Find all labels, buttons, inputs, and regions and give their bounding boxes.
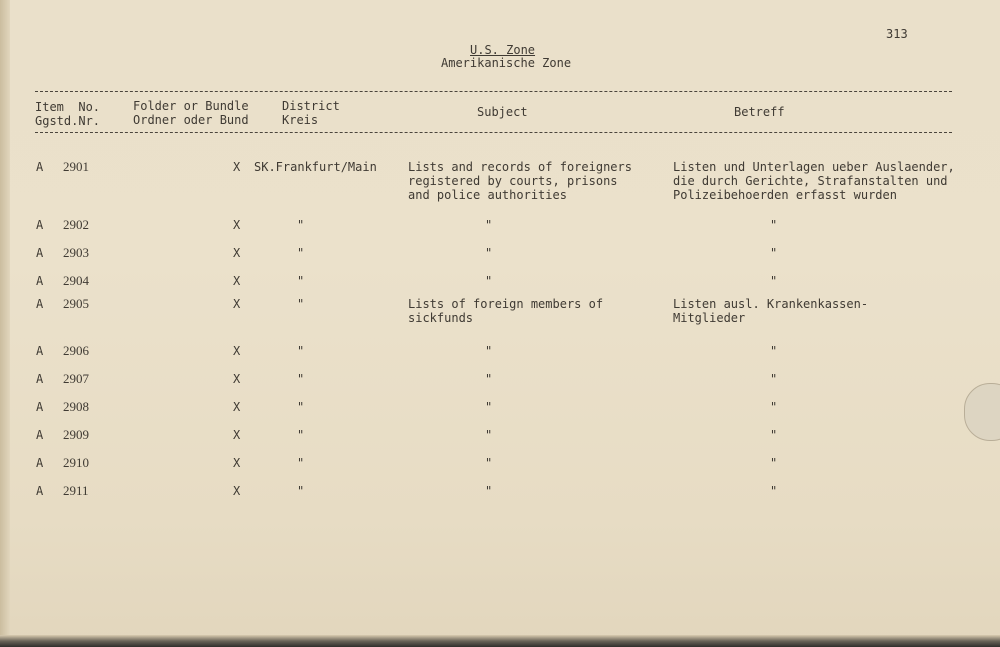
folder-mark: X (233, 274, 241, 288)
item-number: 2909 (63, 427, 89, 442)
folder-mark: X (233, 344, 241, 358)
betreff-cell: Listen und Unterlagen ueber Auslaender, die durch Gerichte, Strafanstalten und Polizeibehoerden erfasst wurden (673, 160, 955, 202)
betreff-cell: " (770, 456, 778, 470)
item-number: 2901 (63, 159, 89, 174)
header-bottom-rule (35, 132, 952, 133)
district-cell: " (297, 246, 305, 260)
header-subject: Subject (477, 105, 528, 119)
table-row (0, 400, 1000, 420)
folder-mark: X (233, 297, 241, 311)
item-letter: A (36, 344, 44, 358)
header-betreff: Betreff (734, 105, 785, 119)
subject-cell: " (485, 428, 493, 442)
item-letter: A (36, 484, 44, 498)
district-cell: " (297, 484, 305, 498)
district-cell: " (297, 400, 305, 414)
item-letter: A (36, 274, 44, 288)
binding-edge (0, 0, 10, 647)
header-item-no: Item No. Ggstd.Nr. (35, 100, 101, 128)
subject-cell: Lists of foreign members of sickfunds (408, 297, 604, 325)
table-row (0, 218, 1000, 238)
subject-cell: " (485, 218, 493, 232)
district-cell: " (297, 218, 305, 232)
item-letter: A (36, 456, 44, 470)
item-number: 2911 (63, 483, 89, 498)
header-folder: Folder or Bundle Ordner oder Bund (133, 99, 249, 127)
subject-cell: " (485, 456, 493, 470)
item-letter: A (36, 400, 44, 414)
item-letter: A (36, 297, 44, 311)
item-number: 2908 (63, 399, 89, 414)
district-cell: " (297, 372, 305, 386)
table-row (0, 159, 1000, 202)
district-cell: " (297, 456, 305, 470)
item-number: 2903 (63, 245, 89, 260)
page-number: 313 (886, 27, 908, 41)
item-number: 2904 (63, 273, 89, 288)
betreff-cell: " (770, 274, 778, 288)
district-cell: " (297, 297, 305, 311)
folder-mark: X (233, 428, 241, 442)
district-cell: " (297, 428, 305, 442)
table-row (0, 246, 1000, 266)
betreff-cell: " (770, 428, 778, 442)
header-top-rule (35, 91, 952, 92)
zone-subtitle: Amerikanische Zone (441, 56, 572, 70)
table-row (0, 296, 1000, 325)
betreff-cell: " (770, 218, 778, 232)
folder-mark: X (233, 160, 241, 174)
folder-mark: X (233, 484, 241, 498)
betreff-cell: Listen ausl. Krankenkassen- Mitglieder (673, 297, 869, 325)
subject-cell: " (485, 274, 493, 288)
header-district: District Kreis (282, 99, 340, 127)
item-letter: A (36, 246, 44, 260)
subject-cell: " (485, 400, 493, 414)
bottom-edge (0, 635, 1000, 647)
subject-cell: " (485, 246, 493, 260)
item-letter: A (36, 218, 44, 232)
item-number: 2905 (63, 296, 89, 311)
item-number: 2906 (63, 343, 89, 358)
betreff-cell: " (770, 246, 778, 260)
item-number: 2907 (63, 371, 89, 386)
table-row (0, 456, 1000, 476)
district-cell: " (297, 274, 305, 288)
zone-title: U.S. Zone (470, 43, 536, 57)
table-row (0, 372, 1000, 392)
folder-mark: X (233, 372, 241, 386)
table-row (0, 484, 1000, 504)
item-number: 2902 (63, 217, 89, 232)
folder-mark: X (233, 246, 241, 260)
table-row (0, 428, 1000, 448)
folder-mark: X (233, 456, 241, 470)
subject-cell: Lists and records of foreigners registered by courts, prisons and police authorities (408, 160, 632, 202)
subject-cell: " (485, 484, 493, 498)
item-letter: A (36, 160, 44, 174)
subject-cell: " (485, 372, 493, 386)
table-row (0, 274, 1000, 294)
district-cell: SK.Frankfurt/Main (254, 160, 377, 174)
item-number: 2910 (63, 455, 89, 470)
item-letter: A (36, 428, 44, 442)
folder-mark: X (233, 400, 241, 414)
table-row (0, 344, 1000, 364)
district-cell: " (297, 344, 305, 358)
subject-cell: " (485, 344, 493, 358)
betreff-cell: " (770, 484, 778, 498)
folder-mark: X (233, 218, 241, 232)
betreff-cell: " (770, 400, 778, 414)
betreff-cell: " (770, 344, 778, 358)
item-letter: A (36, 372, 44, 386)
betreff-cell: " (770, 372, 778, 386)
